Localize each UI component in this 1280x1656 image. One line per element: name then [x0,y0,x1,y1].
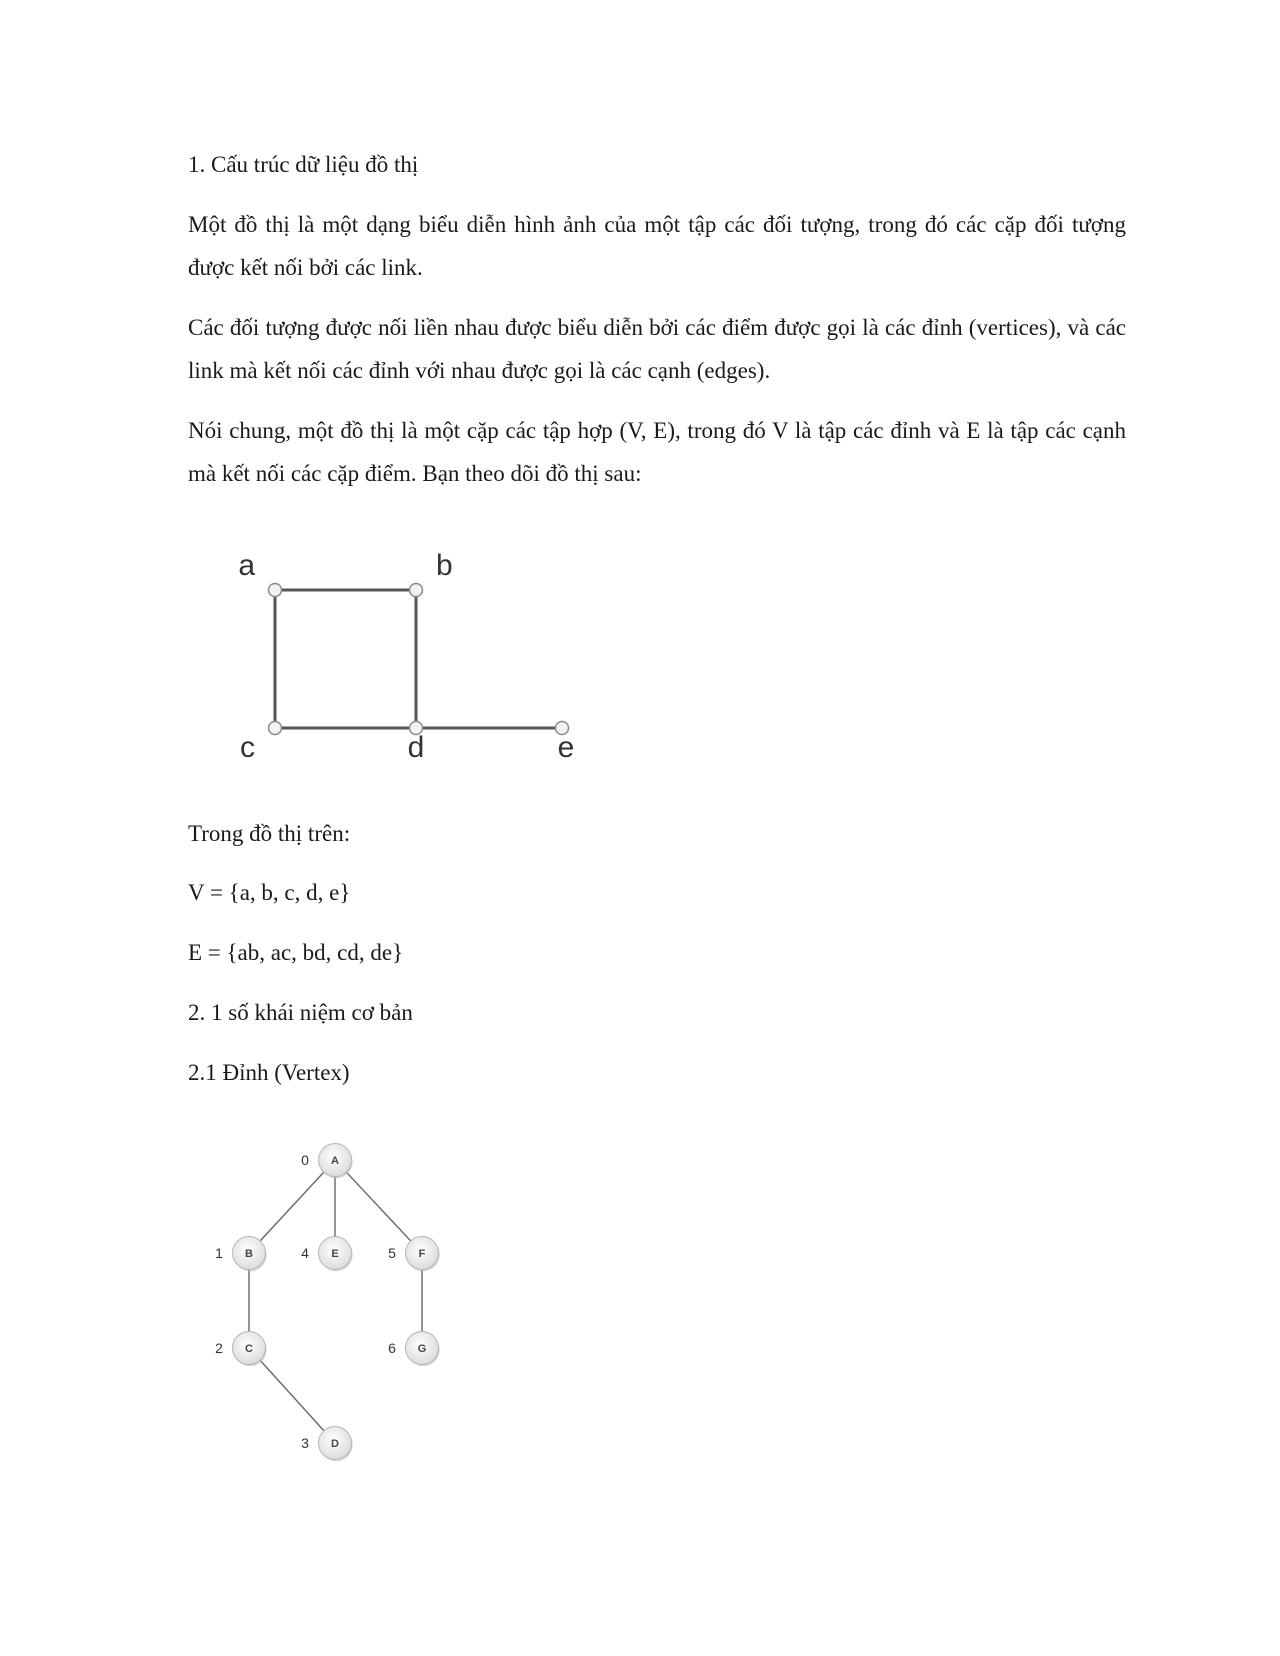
tree-edge-CD [260,1360,324,1431]
tree-node-label-C: C [245,1343,253,1355]
tree-node-index-F: 5 [388,1245,396,1261]
paragraph-vertices-edges: Các đối tượng được nối liền nhau được biểu diễn bởi các điểm được gọi là các đỉnh (vertices), và các link mà kết nối các đỉnh với nhau được gọi là các cạnh (edges). [188,315,1126,383]
section-2-1-heading: 2.1 Đỉnh (Vertex) [188,1060,350,1085]
vertex-label-b: b [436,549,453,582]
paragraph-graph-definition: Một đồ thị là một dạng biểu diễn hình ảnh của một tập các đối tượng, trong đó các cặp đối tượng được kết nối bởi các link. [188,212,1126,280]
vertex-label-a: a [238,549,255,582]
tree-node-index-D: 3 [301,1435,309,1451]
paragraph-ve-pair: Nói chung, một đồ thị là một cặp các tập hợp (V, E), trong đó V là tập các đỉnh và E là tập các cạnh mà kết nối các cặp điểm. Bạn theo dõi đồ thị sau: [188,418,1126,486]
section-1-heading: 1. Cấu trúc dữ liệu đồ thị [188,152,419,177]
tree-node-label-F: F [418,1248,426,1260]
graph-caption: Trong đồ thị trên: [188,821,351,846]
vertex-b [410,584,423,597]
vertex-label-e: e [557,731,575,764]
graph-1-nodes [269,584,569,735]
vertex-set: V = {a, b, c, d, e} [188,880,351,905]
graph-figure-abcde [230,545,600,775]
tree-node-index-G: 6 [388,1340,396,1356]
tree-node-label-E: E [331,1248,339,1260]
tree-node-label-A: A [331,1155,339,1167]
graph-1-labels [238,549,574,764]
graph-figure-tree [200,1120,460,1460]
vertex-c [269,722,282,735]
tree-node-index-E: 4 [301,1245,309,1261]
tree-node-label-G: G [417,1343,427,1355]
edge-set: E = {ab, ac, bd, cd, de} [188,940,404,965]
tree-node-label-D: D [331,1438,339,1450]
vertex-a [269,584,282,597]
section-2-heading: 2. 1 số khái niệm cơ bản [188,1000,413,1025]
tree-edge-AF [346,1172,410,1241]
graph-1-edges [275,590,562,728]
tree-node-index-A: 0 [301,1152,309,1168]
tree-node-label-B: B [245,1248,253,1260]
tree-edge-AB [260,1172,324,1241]
vertex-label-d: d [407,731,425,764]
graph-2-edges [249,1172,422,1431]
vertex-label-c: c [240,731,255,764]
tree-node-index-C: 2 [215,1340,223,1356]
tree-node-index-B: 1 [215,1245,223,1261]
